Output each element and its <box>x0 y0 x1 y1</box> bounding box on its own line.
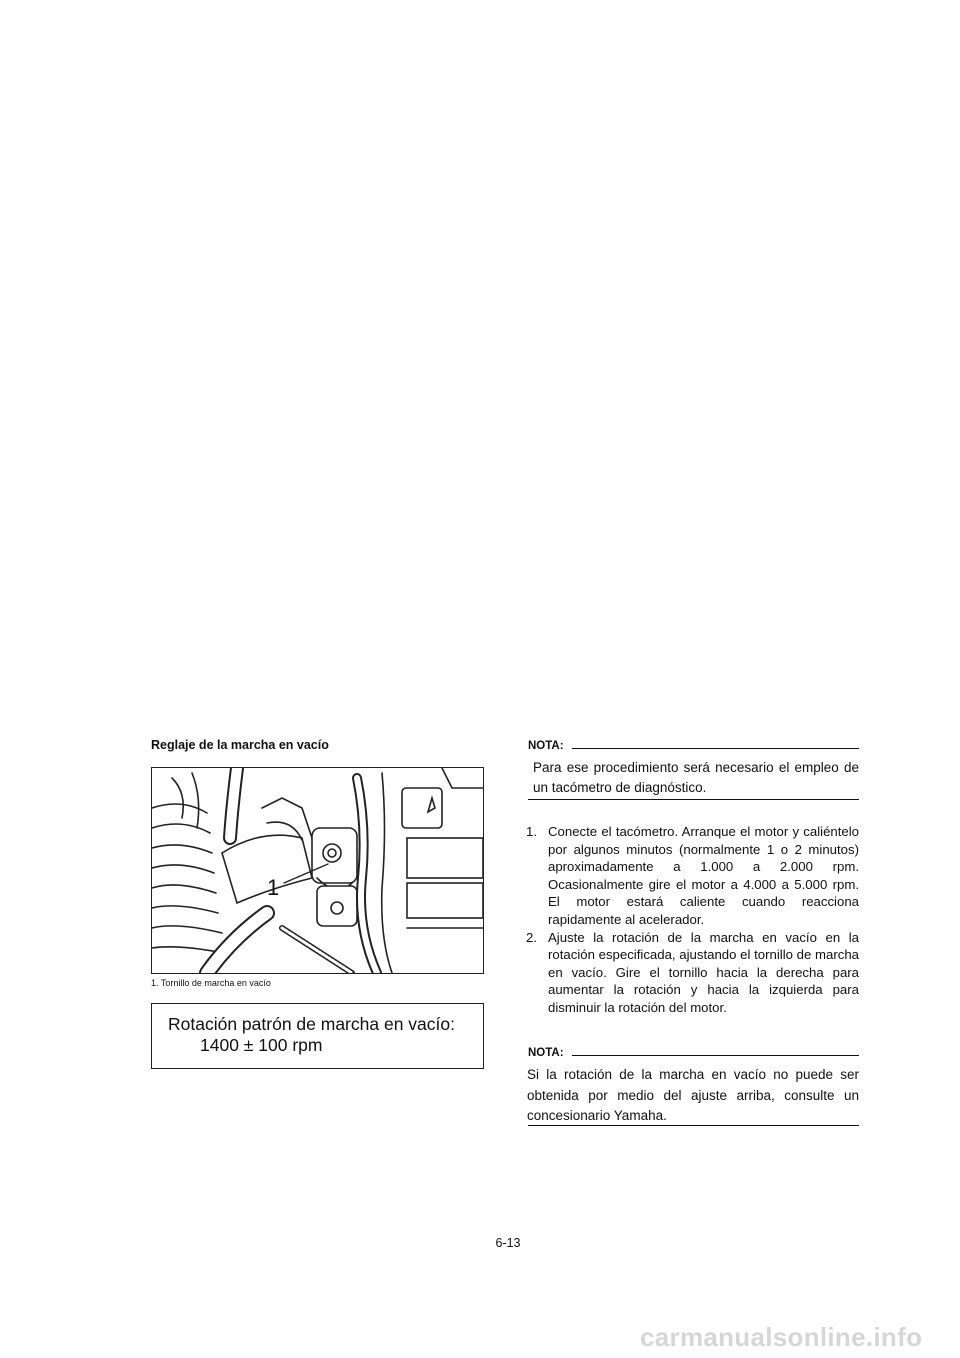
note-text: Para ese procedimiento será necesario el empleo de un tacómetro de diagnóstico. <box>533 760 859 795</box>
note-label: NOTA: <box>528 1047 564 1059</box>
note-text: Si la rotación de la marcha en vacío no puede ser obtenida por medio del ajuste arriba, consulte un concesionario Yamaha. <box>527 1067 859 1123</box>
step-text: Ajuste la rotación de la marcha en vacío en la rotación especificada, ajustando el tornillo de marcha en vacío. Gire el tornillo hacia la derecha para aumentar la rotación y hacia la izquierda para disminuir la rotación del motor. <box>548 929 859 1015</box>
step-item <box>526 823 859 929</box>
note-heading <box>528 1047 859 1059</box>
spec-value: 1400 ± 100 rpm <box>200 1035 323 1055</box>
engine-illustration <box>151 767 484 974</box>
section-title: Reglaje de la marcha en vacío <box>151 738 329 752</box>
note-rule <box>572 748 859 749</box>
watermark[interactable]: carmanualsonline.info <box>640 1322 923 1352</box>
note-rule <box>572 1055 859 1056</box>
note-end-rule <box>528 1125 859 1126</box>
note-heading <box>528 740 859 752</box>
step-number: 2. <box>526 929 537 945</box>
spec-box <box>151 1003 484 1069</box>
spec-label: Rotación patrón de marcha en vacío: <box>168 1014 455 1034</box>
step-number: 1. <box>526 824 537 839</box>
page-number: 6-13 <box>495 1236 521 1250</box>
step-item <box>526 929 859 1017</box>
figure-caption: 1. Tornillo de marcha en vacío <box>151 978 271 988</box>
procedure-steps <box>526 823 859 1017</box>
note-end-rule <box>528 799 859 800</box>
figure-callout: 1 <box>267 875 280 900</box>
idle-screw-drawing <box>152 768 483 973</box>
step-text: Conecte el tacómetro. Arranque el motor y caliéntelo por algunos minutos (normalmente 1 o 2 minutos) aproximadamente a 1.000 a 2.000 rpm. Ocasionalmente gire el motor a 4.000 a 5.000 rpm. El motor estará caliente cuando reacciona rapidamente al acelerador. <box>548 824 859 927</box>
note-label: NOTA: <box>528 740 564 752</box>
